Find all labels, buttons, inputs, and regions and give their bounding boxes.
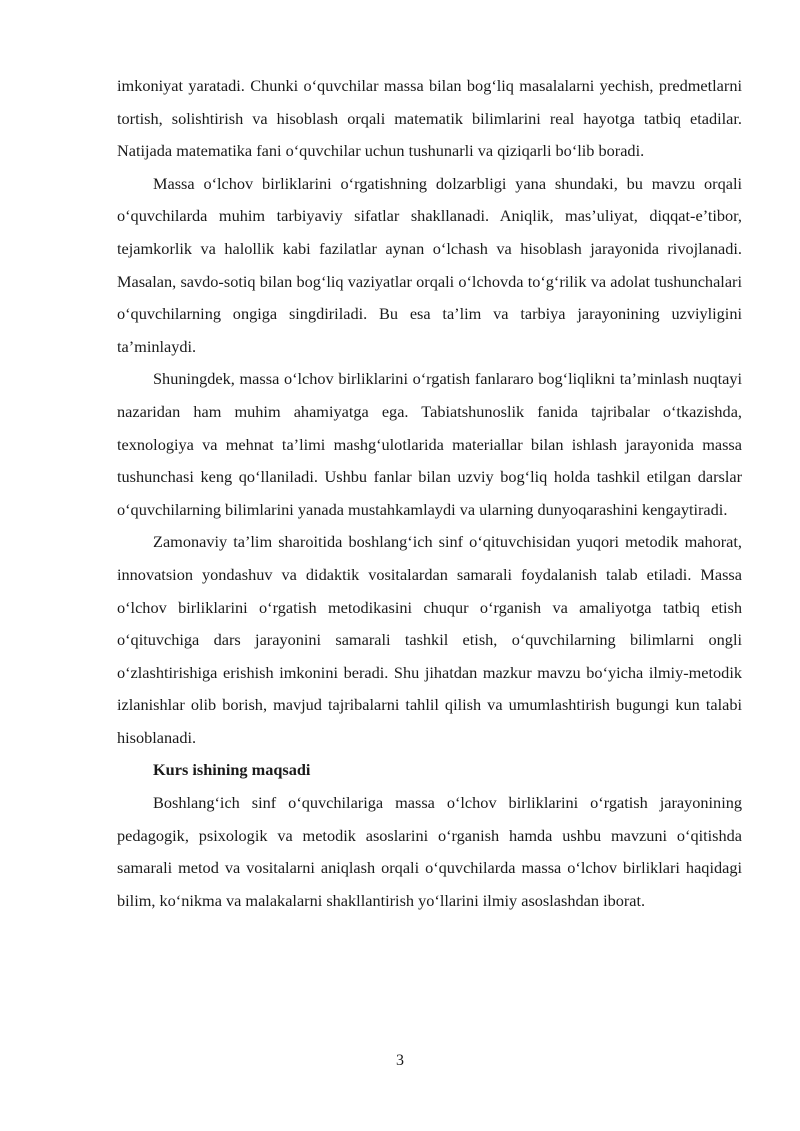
paragraph-continuation: imkoniyat yaratadi. Chunki o‘quvchilar massa bilan bog‘liq masalalarni yechish, predmetlarni tortish, solishtirish va hisoblash orqali matematik bilimlarini real hayotga tatbiq etadilar. Natijada matematika fani o‘quvchilar uchun tushunarli va qiziqarli bo‘lib boradi. <box>117 76 742 161</box>
paragraph-modern-education: Zamonaviy ta’lim sharoitida boshlang‘ich sinf o‘qituvchisidan yuqori metodik mahorat, innovatsion yondashuv va didaktik vositalardan samarali foydalanish talab etiladi. Massa o‘lchov birliklarini o‘rgatish metodikasini chuqur o‘rganish va amaliyotga tatbiq etish o‘qituvchiga dars jarayonini samarali tashkil etish, o‘quvchilarning bilimlarni ongli o‘zlashtirishiga erishish imkonini beradi. Shu jihatdan mazkur mavzu bo‘yicha ilmiy-metodik izlanishlar olib borish, mavjud tajribalarni tahlil qilish va umumlashtirish bugungi kun talabi hisoblanadi. <box>117 532 742 747</box>
paragraph-interdisciplinary: Shuningdek, massa o‘lchov birliklarini o‘rgatish fanlararo bog‘liqlikni ta’minlash nuqtayi nazaridan ham muhim ahamiyatga ega. Tabiatshunoslik fanida tajribalar o‘tkazishda, texnologiya va mehnat ta’limi mashg‘ulotlarida materiallar bilan ishlash jarayonida massa tushunchasi keng qo‘llaniladi. Ushbu fanlar bilan uzviy bog‘liq holda tashkil etilgan darslar o‘quvchilarning bilimlarini yanada mustahkamlaydi va ularning dunyoqarashini kengaytiradi. <box>117 369 742 519</box>
page-number: 3 <box>396 1052 404 1069</box>
paragraph-course-goal: Boshlang‘ich sinf o‘quvchilariga massa o‘lchov birliklarini o‘rgatish jarayonining pedagogik, psixologik va metodik asoslarini o‘rganish hamda ushbu mavzuni o‘qitishda samarali metod va vositalarni aniqlash orqali o‘quvchilarda massa o‘lchov birliklari haqidagi bilim, ko‘nikma va malakalarni shakllantirish yo‘llarini ilmiy asoslashdan iborat. <box>117 793 742 910</box>
paragraph-relevance: Massa o‘lchov birliklarini o‘rgatishning dolzarbligi yana shundaki, bu mavzu orqali o‘quvchilarda muhim tarbiyaviy sifatlar shakllanadi. Aniqlik, mas’uliyat, diqqat-e’tibor, tejamkorlik va halollik kabi fazilatlar aynan o‘lchash va hisoblash jarayonida rivojlanadi. Masalan, savdo-sotiq bilan bog‘liq vaziyatlar orqali o‘lchovda to‘g‘rilik va adolat tushunchalari o‘quvchilarning ongiga singdiriladi. Bu esa ta’lim va tarbiya jarayonining uzviyligini ta’minlaydi. <box>117 173 742 356</box>
section-heading: Kurs ishining maqsadi <box>153 760 311 780</box>
document-page <box>117 70 742 917</box>
